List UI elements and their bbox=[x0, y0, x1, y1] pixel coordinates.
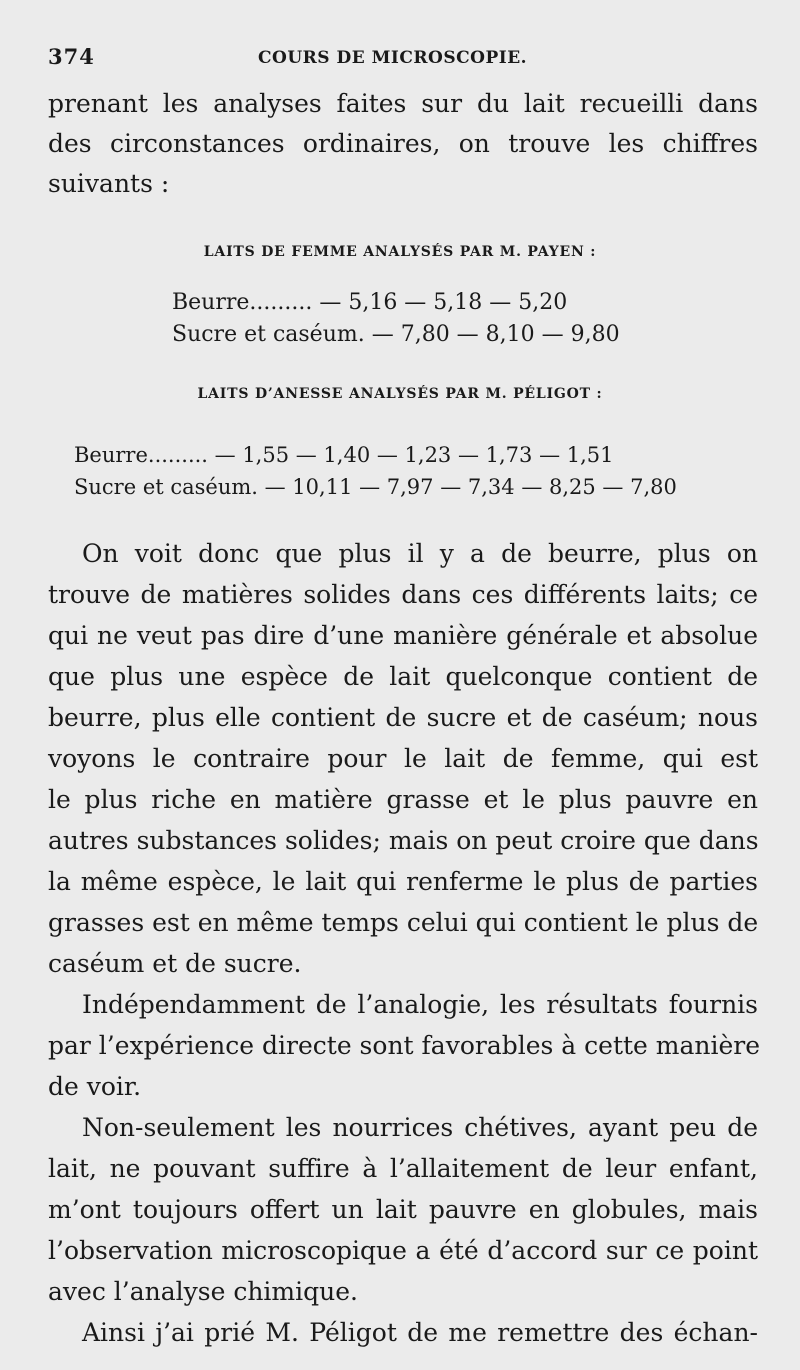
paragraph-line: trouve de matières solides dans ces différents laits; ce bbox=[48, 580, 758, 609]
paragraph-line: Non-seulement les nourrices chétives, ayant peu de bbox=[82, 1113, 758, 1142]
text-line: des circonstances ordinaires, on trouve les chiffres bbox=[48, 129, 758, 158]
page-header bbox=[48, 44, 758, 78]
paragraph-line: caséum et de sucre. bbox=[48, 949, 302, 978]
paragraph-line: la même espèce, le lait qui renferme le plus de parties bbox=[48, 867, 758, 896]
paragraph-line: Indépendamment de l’analogie, les résultats fournis bbox=[82, 990, 758, 1019]
paragraph-line: m’ont toujours offert un lait pauvre en globules, mais bbox=[48, 1195, 758, 1224]
paragraph-line: voyons le contraire pour le lait de femme, qui est bbox=[48, 744, 758, 773]
paragraph-line: avec l’analyse chimique. bbox=[48, 1277, 358, 1306]
paragraph-line: grasses est en même temps celui qui contient le plus de bbox=[48, 908, 759, 937]
page-number: 374 bbox=[48, 44, 95, 69]
table-title-anesse: LAITS D’ANESSE ANALYSÉS PAR M. PÉLIGOT : bbox=[197, 386, 603, 402]
paragraph-line: On voit donc que plus il y a de beurre, plus on bbox=[82, 539, 758, 568]
paragraph-line: le plus riche en matière grasse et le plus pauvre en bbox=[48, 785, 758, 814]
table-row: Beurre......... — 1,55 — 1,40 — 1,23 — 1,73 — 1,51 bbox=[74, 443, 614, 467]
paragraph-line: autres substances solides; mais on peut croire que dans bbox=[48, 826, 759, 855]
paragraph-line: que plus une espèce de lait quelconque contient de bbox=[48, 662, 758, 691]
table-title-femme: LAITS DE FEMME ANALYSÉS PAR M. PAYEN : bbox=[203, 244, 597, 260]
paragraph-line: par l’expérience directe sont favorables à cette manière bbox=[48, 1031, 761, 1060]
text-line: prenant les analyses faites sur du lait recueilli dans bbox=[48, 89, 758, 118]
paragraph-line: beurre, plus elle contient de sucre et de caséum; nous bbox=[48, 703, 758, 732]
table-row: Sucre et caséum. — 10,11 — 7,97 — 7,34 — 8,25 — 7,80 bbox=[74, 475, 677, 499]
text-line: suivants : bbox=[48, 169, 170, 198]
table-row: Beurre......... — 5,16 — 5,18 — 5,20 bbox=[172, 290, 568, 315]
running-title: COURS DE MICROSCOPIE. bbox=[258, 48, 528, 68]
paragraph-line: Ainsi j’ai prié M. Péligot de me remettre des échan- bbox=[82, 1318, 758, 1347]
paragraph-line: de voir. bbox=[48, 1072, 142, 1101]
paragraph-line: lait, ne pouvant suffire à l’allaitement de leur enfant, bbox=[48, 1154, 758, 1183]
table-row: Sucre et caséum. — 7,80 — 8,10 — 9,80 bbox=[172, 322, 620, 347]
paragraph-line: qui ne veut pas dire d’une manière générale et absolue bbox=[48, 621, 758, 650]
paragraph-line: l’observation microscopique a été d’accord sur ce point bbox=[48, 1236, 758, 1265]
